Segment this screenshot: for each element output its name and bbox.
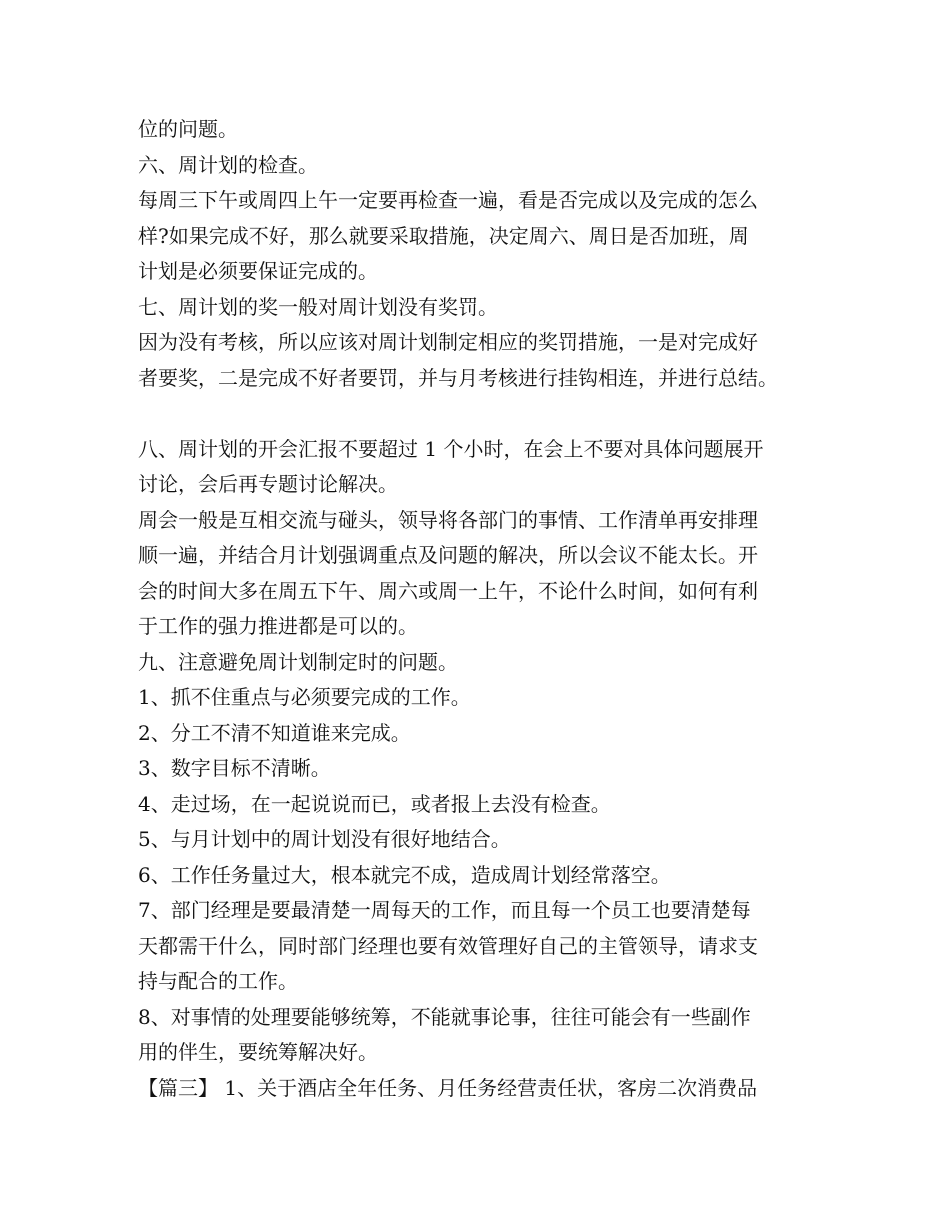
section-heading: 八、周计划的开会汇报不要超过 1 个小时，在会上不要对具体问题展开: [138, 436, 764, 461]
list-item: 4、走过场，在一起说说而已，或者报上去没有检查。: [138, 791, 611, 816]
text-line: 于工作的强力推进都是可以的。: [138, 614, 418, 638]
section-heading: 六、周计划的检查。: [138, 152, 318, 177]
text-line: 周会一般是互相交流与碰头，领导将各部门的事情、工作清单再安排理: [138, 507, 758, 532]
text-line: 持与配合的工作。: [138, 969, 298, 993]
list-item: 1、抓不住重点与必须要完成的工作。: [138, 685, 471, 709]
list-item: 5、与月计划中的周计划没有很好地结合。: [138, 827, 511, 851]
text-line: 用的伴生，要统筹解决好。: [138, 1040, 378, 1064]
chapter-heading: 【篇三】 1、关于酒店全年任务、月任务经营责任状，客房二次消费品: [138, 1075, 758, 1100]
text-line: 天都需干什么，同时部门经理也要有效管理好自己的主管领导，请求支: [138, 933, 758, 958]
document-body: [138, 112, 828, 1106]
text-line: 讨论，会后再专题讨论解决。: [138, 472, 398, 496]
text-line: 因为没有考核，所以应该对周计划制定相应的奖罚措施，一是对完成好: [138, 330, 758, 354]
list-item: 8、对事情的处理要能够统筹，不能就事论事，往往可能会有一些副作: [138, 1004, 751, 1029]
text-line: 顺一遍，并结合月计划强调重点及问题的解决，所以会议不能太长。开: [138, 543, 758, 567]
text-line: 每周三下午或周四上午一定要再检查一遍，看是否完成以及完成的怎么: [138, 188, 758, 212]
text-line: 会的时间大多在周五下午、周六或周一上午，不论什么时间，如何有利: [138, 578, 758, 603]
list-item: 7、部门经理是要最清楚一周每天的工作，而且每一个员工也要清楚每: [138, 898, 751, 922]
blank-line: [138, 396, 828, 432]
text-line: 者要奖，二是完成不好者要罚，并与月考核进行挂钩相连，并进行总结。: [138, 365, 778, 390]
list-item: 6、工作任务量过大，根本就完不成，造成周计划经常落空。: [138, 862, 671, 887]
section-heading: 九、注意避免周计划制定时的问题。: [138, 649, 458, 674]
list-item: 2、分工不清不知道谁来完成。: [138, 720, 411, 745]
text-line: 位的问题。: [138, 117, 238, 141]
list-item: 3、数字目标不清晰。: [138, 756, 331, 780]
section-heading: 七、周计划的奖一般对周计划没有奖罚。: [138, 294, 498, 319]
text-line: 样?如果完成不好，那么就要采取措施，决定周六、周日是否加班，周: [138, 223, 749, 248]
text-line: 计划是必须要保证完成的。: [138, 259, 378, 283]
